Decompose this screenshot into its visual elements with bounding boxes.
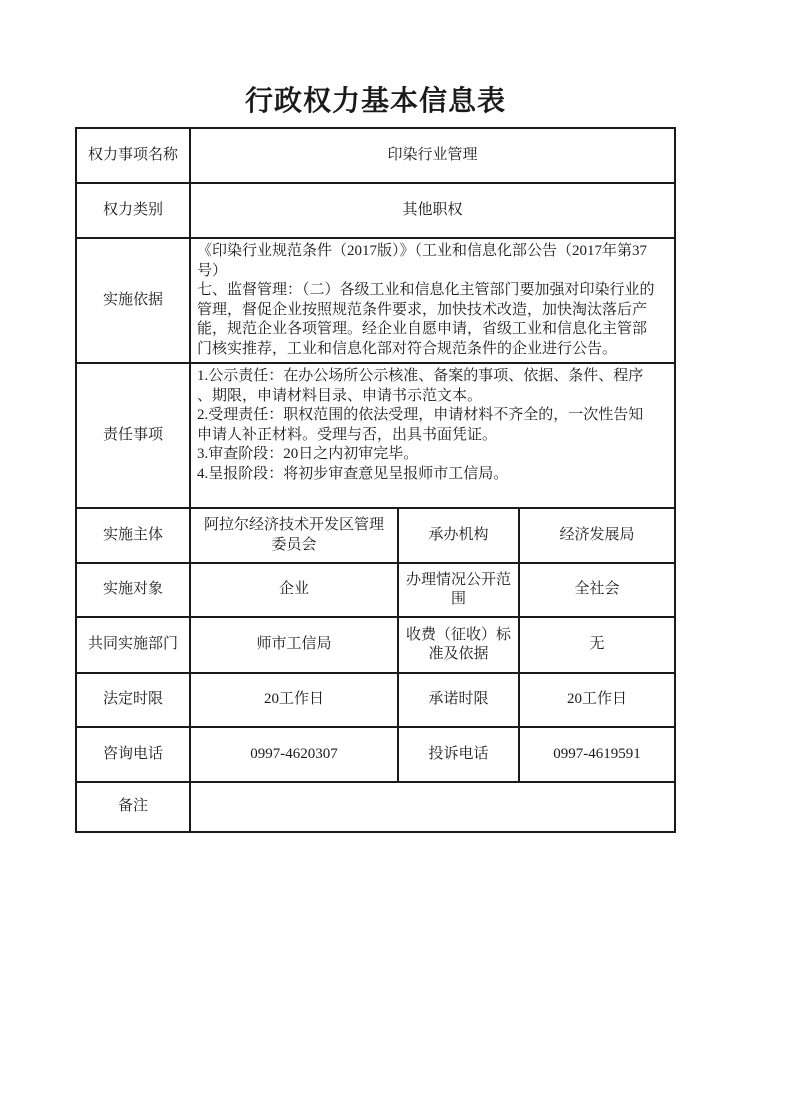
paragraph: 4.呈报阶段：将初步审查意见呈报师市工信局。: [197, 465, 509, 482]
row-label: 承办机构: [398, 508, 519, 563]
row-label: 备注: [76, 782, 190, 832]
cell-value: [190, 238, 675, 363]
row-label: 收费（征收）标准及依据: [398, 617, 519, 673]
row-label: 法定时限: [76, 673, 190, 727]
row-responsibility-items: [76, 363, 675, 508]
page-title: 行政权力基本信息表: [244, 86, 506, 117]
row-label: 共同实施部门: [76, 617, 190, 673]
paragraph: 1.公示责任：在办公场所公示核准、备案的事项、依据、条件、程序、期限，申请材料目录、申请书示范文本。: [197, 368, 644, 404]
cell-value: 经济发展局: [519, 508, 675, 563]
cell-value: [190, 782, 675, 832]
paragraph: 《印染行业规范条件（2017版）》（工业和信息化部公告（2017年第37号）: [197, 243, 648, 279]
row-label: 实施主体: [76, 508, 190, 563]
cell-value: 20工作日: [519, 673, 675, 727]
row-label: 权力类别: [76, 183, 190, 238]
row-power-item-name: [76, 128, 675, 183]
row-label: 实施依据: [76, 238, 190, 363]
cell-value: [190, 363, 675, 508]
row-label: 咨询电话: [76, 727, 190, 782]
row-label: 责任事项: [76, 363, 190, 508]
row-power-category: [76, 183, 675, 238]
cell-value: 企业: [190, 563, 398, 617]
cell-value: 无: [519, 617, 675, 673]
row-joint-departments: [76, 617, 675, 673]
row-label: 权力事项名称: [76, 128, 190, 183]
row-label: 实施对象: [76, 563, 190, 617]
cell-value: 0997-4620307: [190, 727, 398, 782]
row-label: 承诺时限: [398, 673, 519, 727]
cell-value: 阿拉尔经济技术开发区管理委员会: [190, 508, 398, 563]
cell-value: 全社会: [519, 563, 675, 617]
info-table: [75, 127, 676, 833]
row-statutory-time-limit: [76, 673, 675, 727]
paragraph: 2.受理责任：职权范围的依法受理，申请材料不齐全的，一次性告知申请人补正材料。受理与否，出具书面凭证。: [197, 407, 644, 443]
cell-value: 其他职权: [190, 183, 675, 238]
cell-value: 师市工信局: [190, 617, 398, 673]
row-implementation-target: [76, 563, 675, 617]
cell-value: 印染行业管理: [190, 128, 675, 183]
row-label: 办理情况公开范围: [398, 563, 519, 617]
row-label: 投诉电话: [398, 727, 519, 782]
cell-value: 20工作日: [190, 673, 398, 727]
paragraph: 3.审查阶段：20日之内初审完毕。: [197, 446, 419, 462]
row-remarks: [76, 782, 675, 832]
row-implementation-basis: [76, 238, 675, 363]
paragraph: 七、监督管理：（二）各级工业和信息化主管部门要加强对印染行业的管理，督促企业按照规范条件要求，加快技术改造，加快淘汰落后产能，规范企业各项管理。经企业自愿申请，省级工业和信息化主管部门核实推荐，工业和信息化部对符合规范条件的企业进行公告。: [197, 282, 655, 357]
document-page: [75, 0, 676, 833]
row-implementing-body: [76, 508, 675, 563]
cell-value: 0997-4619591: [519, 727, 675, 782]
row-consultation-phone: [76, 727, 675, 782]
